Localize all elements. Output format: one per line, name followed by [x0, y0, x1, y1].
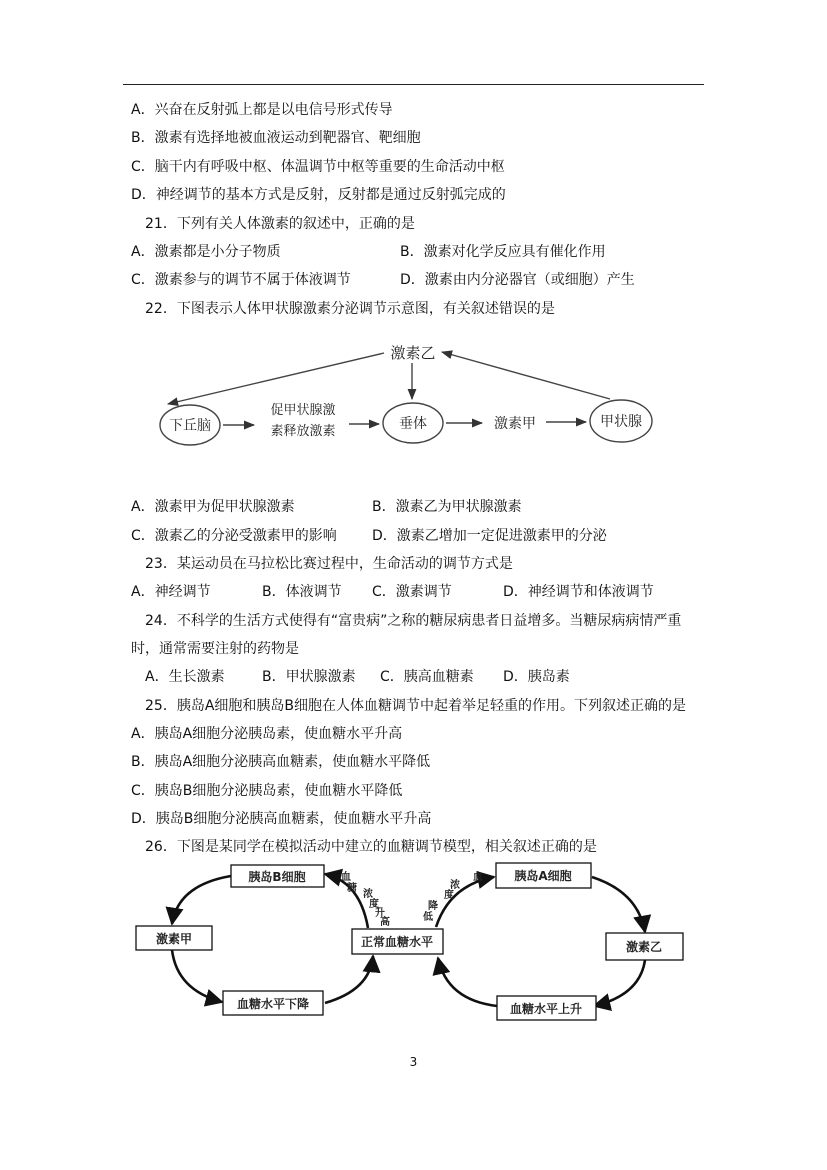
- releasing-hormone-label-1: 促甲状腺激: [270, 403, 336, 418]
- hormone-b-text: 激素乙: [625, 940, 663, 954]
- q20-option-b: B．激素有选择地被血液运动到靶器官、靶细胞: [131, 130, 421, 146]
- svg-text:低: 低: [423, 912, 433, 923]
- q21-stem: 21．下列有关人体激素的叙述中，正确的是: [145, 216, 415, 232]
- q21-option-b: B．激素对化学反应具有催化作用: [400, 244, 606, 260]
- page-number: 3: [409, 1055, 418, 1069]
- thyroid-label: 甲状腺: [600, 414, 642, 430]
- q25-option-d: D．胰岛B细胞分泌胰高血糖素，使血糖水平升高: [131, 811, 432, 827]
- q23-option-c: C．激素调节: [372, 584, 452, 600]
- glucose-fall-annotation: [423, 870, 483, 923]
- q25-stem: 25．胰岛A细胞和胰岛B细胞在人体血糖调节中起着举足轻重的作用。下列叙述正确的是: [145, 698, 686, 714]
- q24-option-d: D．胰岛素: [503, 669, 570, 685]
- normal-glucose-label: 正常血糖水平: [360, 935, 434, 949]
- q21-option-a: A．激素都是小分子物质: [131, 244, 281, 260]
- q25-option-b: B．胰岛A细胞分泌胰高血糖素，使血糖水平降低: [131, 754, 431, 770]
- q20-option-a: A．兴奋在反射弧上都是以电信号形式传导: [131, 102, 393, 118]
- q26-stem: 26．下图是某同学在模拟活动中建立的血糖调节模型，相关叙述正确的是: [145, 839, 597, 855]
- q20-option-d: D．神经调节的基本方式是反射，反射都是通过反射弧完成的: [131, 187, 506, 203]
- q21-option-d: D．激素由内分泌器官（或细胞）产生: [400, 272, 635, 288]
- hypothalamus-label: 下丘脑: [169, 418, 211, 434]
- q21-option-c: C．激素参与的调节不属于体液调节: [131, 272, 351, 288]
- q25-option-a: A．胰岛A细胞分泌胰岛素，使血糖水平升高: [131, 726, 403, 742]
- svg-text:升: 升: [375, 908, 385, 919]
- q22-option-d: D．激素乙增加一定促进激素甲的分泌: [372, 528, 607, 544]
- svg-text:浓: 浓: [363, 889, 373, 900]
- svg-text:高: 高: [380, 917, 390, 928]
- svg-text:浓: 浓: [450, 880, 460, 891]
- q22-stem: 22．下图表示人体甲状腺激素分泌调节示意图，有关叙述错误的是: [145, 301, 555, 317]
- q22-option-b: B．激素乙为甲状腺激素: [372, 499, 522, 515]
- glucose-down-label: 血糖水平下降: [236, 997, 310, 1011]
- svg-text:血: 血: [473, 872, 483, 883]
- q23-option-b: B．体液调节: [262, 584, 342, 600]
- svg-text:降: 降: [428, 901, 438, 912]
- q22-option-c: C．激素乙的分泌受激素甲的影响: [131, 528, 337, 544]
- q22-option-a: A．激素甲为促甲状腺激素: [131, 499, 295, 515]
- svg-text:糖: 糖: [347, 883, 357, 894]
- svg-text:度: 度: [369, 899, 379, 910]
- q24-option-a: A．生长激素: [145, 669, 225, 685]
- glucose-up-label: 血糖水平上升: [509, 1002, 583, 1016]
- q24-stem-line1: 24．不科学的生活方式使得有“富贵病”之称的糖尿病患者日益增多。当糖尿病病情严重: [145, 613, 682, 629]
- q23-stem: 23．某运动员在马拉松比赛过程中，生命活动的调节方式是: [145, 556, 513, 572]
- pituitary-label: 垂体: [399, 416, 427, 432]
- q23-option-d: D．神经调节和体液调节: [503, 584, 654, 600]
- hormone-a-label: 激素甲: [494, 416, 536, 432]
- q24-option-b: B．甲状腺激素: [262, 669, 356, 685]
- alpha-cell-label: 胰岛A细胞: [514, 869, 572, 883]
- svg-text:血: 血: [341, 872, 351, 883]
- q24-stem-line2: 时，通常需要注射的药物是: [131, 641, 299, 657]
- q20-option-c: C．脑干内有呼吸中枢、体温调节中枢等重要的生命活动中枢: [131, 159, 505, 175]
- q23-option-a: A．神经调节: [131, 584, 211, 600]
- releasing-hormone-label-2: 素释放激素: [270, 424, 336, 439]
- q25-option-c: C．胰岛B细胞分泌胰岛素，使血糖水平降低: [131, 783, 403, 799]
- beta-cell-label: 胰岛B细胞: [248, 870, 306, 884]
- hormone-b-label: 激素乙: [390, 344, 436, 362]
- svg-text:度: 度: [444, 890, 454, 901]
- q24-option-c: C．胰高血糖素: [380, 669, 474, 685]
- hormone-a-text: 激素甲: [155, 932, 193, 946]
